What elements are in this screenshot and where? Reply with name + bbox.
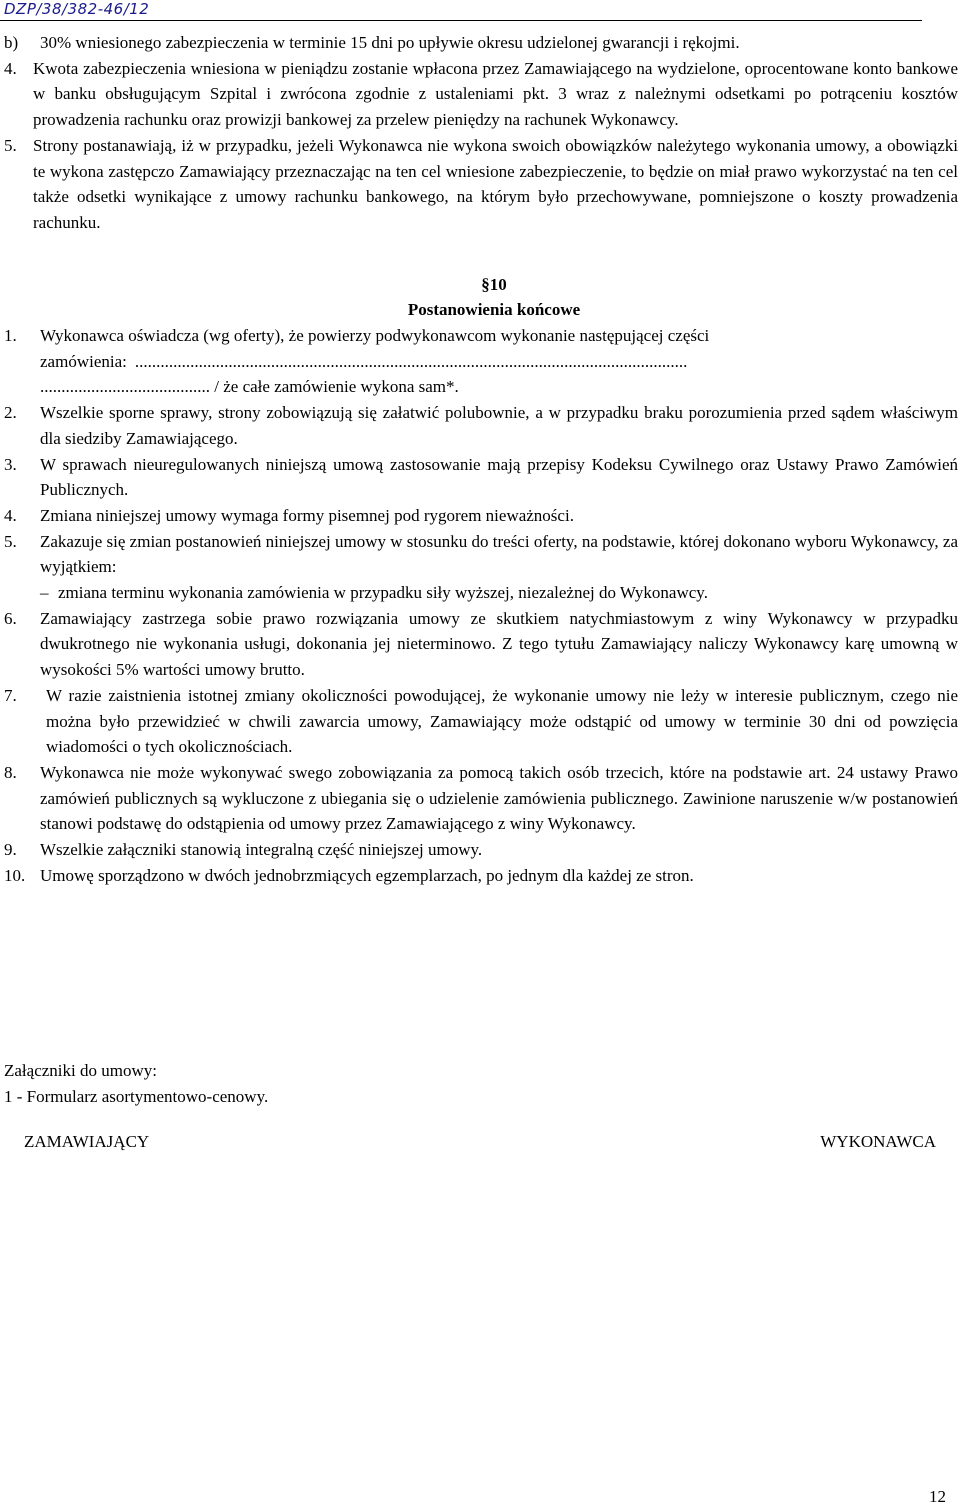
item-number: 1.: [4, 326, 17, 346]
list-item-6: [0, 606, 958, 683]
attachments-heading: Załączniki do umowy:: [4, 1061, 157, 1080]
list-item-3: [0, 452, 958, 503]
item-text: Zamawiający zastrzega sobie prawo rozwiązania umowy ze skutkiem natychmiastowym z winy Wykonawcy w przypadku dwukrotnego nie wykonania usługi, dokonania jej nieterminowo. Z tego tytułu Zamawiający naliczy Wykonawcy karę umowną w wysokości 5% wartości umowy brutto.: [40, 608, 958, 680]
item-text: Wykonawca nie może wykonywać swego zobowiązania za pomocą takich osób trzecich, które na podstawie art. 24 ustawy Prawo zamówień publicznych są wykluczone z ubiegania się o udzielenie zamówienia publicznego. Zawinione naruszenie w/w postanowień stanowi podstawę do odstąpienia od umowy przez Zamawiającego z winy Wykonawcy.: [40, 762, 958, 834]
fill-line-continuation: ........................................ / że całe zamówienie wykona sam*.: [40, 377, 459, 397]
page-header: [0, 0, 922, 21]
document-body: [0, 30, 958, 889]
paragraph-number: 4.: [4, 58, 17, 78]
item-number: 2.: [4, 403, 17, 423]
signature-ordering-party: ZAMAWIAJĄCY: [24, 1132, 150, 1151]
item-text: W sprawach nieuregulowanych niniejszą umową zastosowanie mają przepisy Kodeksu Cywilnego oraz Ustawy Prawo Zamówień Publicznych.: [40, 454, 958, 500]
paragraph-b: [0, 30, 958, 56]
paragraph-number: 5.: [4, 135, 17, 155]
fill-in-line: [40, 349, 958, 375]
item-number: 5.: [4, 531, 17, 551]
section-title: Postanowienia końcowe: [407, 300, 581, 320]
item-text: Zakazuje się zmian postanowień niniejszej umowy w stosunku do treści oferty, na podstawie, której dokonano wyboru Wykonawcy, za wyjątkiem:: [40, 531, 958, 577]
list-item-7: [0, 683, 958, 760]
attachments-section: [4, 1058, 268, 1109]
paragraph-text: Strony postanawiają, iż w przypadku, jeżeli Wykonawca nie wykona swoich obowiązków należytego wykonania umowy, a obowiązki te wykona zastępczo Zamawiający przeznaczając na ten cel wniesione zabezpieczenie, to będzie on miał prawo wykorzystać na ten cel także odsetki wynikające z umowy rachunku bankowego, na którym było przechowywane, pomniejszone o koszty prowadzenia rachunku.: [33, 135, 958, 232]
item-text: Wszelkie sporne sprawy, strony zobowiązują się załatwić polubownie, a w przypadku braku porozumienia przed sądem właściwym dla siedziby Zamawiającego.: [40, 403, 958, 448]
paragraph-text: Kwota zabezpieczenia wniesiona w pieniądzu zostanie wpłacona przez Zamawiającego na wydzielone, oprocentowane konto bankowe w banku obsługującym Szpital i zwrócona zgodnie z ustaleniami pkt. 3 wraz z należnymi odsetkami po potrąceniu kosztów prowadzenia rachunku oraz prowizji bankowej za przelew pieniędzy na rachunek Wykonawcy.: [33, 58, 958, 130]
item-number: 7.: [4, 685, 17, 705]
dash-bullet: –: [40, 583, 49, 603]
item-text: Wykonawca oświadcza (wg oferty), że powierzy podwykonawcom wykonanie następującej części: [40, 326, 710, 346]
list-item-4: [0, 503, 958, 529]
item-number: 9.: [4, 840, 17, 860]
item-number: 10.: [4, 865, 26, 885]
list-item-8: [0, 760, 958, 837]
item-number: 8.: [4, 762, 17, 782]
item-text: Wszelkie załączniki stanowią integralną część niniejszej umowy.: [40, 840, 483, 860]
spacer: [0, 236, 958, 272]
attachment-item: 1 - Formularz asortymentowo-cenowy.: [4, 1086, 269, 1106]
signature-contractor: WYKONAWCA: [820, 1132, 936, 1151]
item-number: 4.: [4, 505, 17, 525]
item-number: 3.: [4, 454, 17, 474]
document-code: DZP/38/382-46/12: [4, 0, 150, 18]
paragraph-5: [0, 133, 958, 236]
fill-label: zamówienia:: [40, 351, 127, 371]
list-item-1: [0, 323, 958, 400]
list-item-5-subitem: [0, 580, 958, 606]
fill-dots: ..................................................................................................................................: [134, 351, 688, 371]
final-provisions-list: [0, 323, 958, 888]
subitem-text: zmiana terminu wykonania zamówienia w przypadku siły wyższej, niezależnej do Wykonawcy.: [58, 583, 708, 603]
item-text: W razie zaistnienia istotnej zmiany okoliczności powodującej, że wykonanie umowy nie leży w interesie publicznym, czego nie można było przewidzieć w chwili zawarcia umowy, Zamawiający może odstąpić od umowy w terminie 30 dni od powzięcia wiadomości o tych okolicznościach.: [46, 685, 958, 757]
item-number: 6.: [4, 608, 17, 628]
list-item-9: [0, 837, 958, 863]
page-number: 12: [929, 1487, 946, 1506]
paragraph-number: b): [4, 33, 19, 52]
list-item-2: [0, 400, 958, 451]
section-number: §10: [481, 274, 507, 294]
paragraph-text: 30% wniesionego zabezpieczenia w terminie 15 dni po upływie okresu udzielonej gwarancji i rękojmi.: [40, 33, 740, 52]
item-text: Umowę sporządzono w dwóch jednobrzmiących egzemplarzach, po jednym dla każdej ze stron.: [40, 865, 694, 885]
paragraph-4: [0, 56, 958, 133]
list-item-10: [0, 863, 958, 889]
item-text: Zmiana niniejszej umowy wymaga formy pisemnej pod rygorem nieważności.: [40, 505, 574, 525]
list-item-5: [0, 529, 958, 580]
